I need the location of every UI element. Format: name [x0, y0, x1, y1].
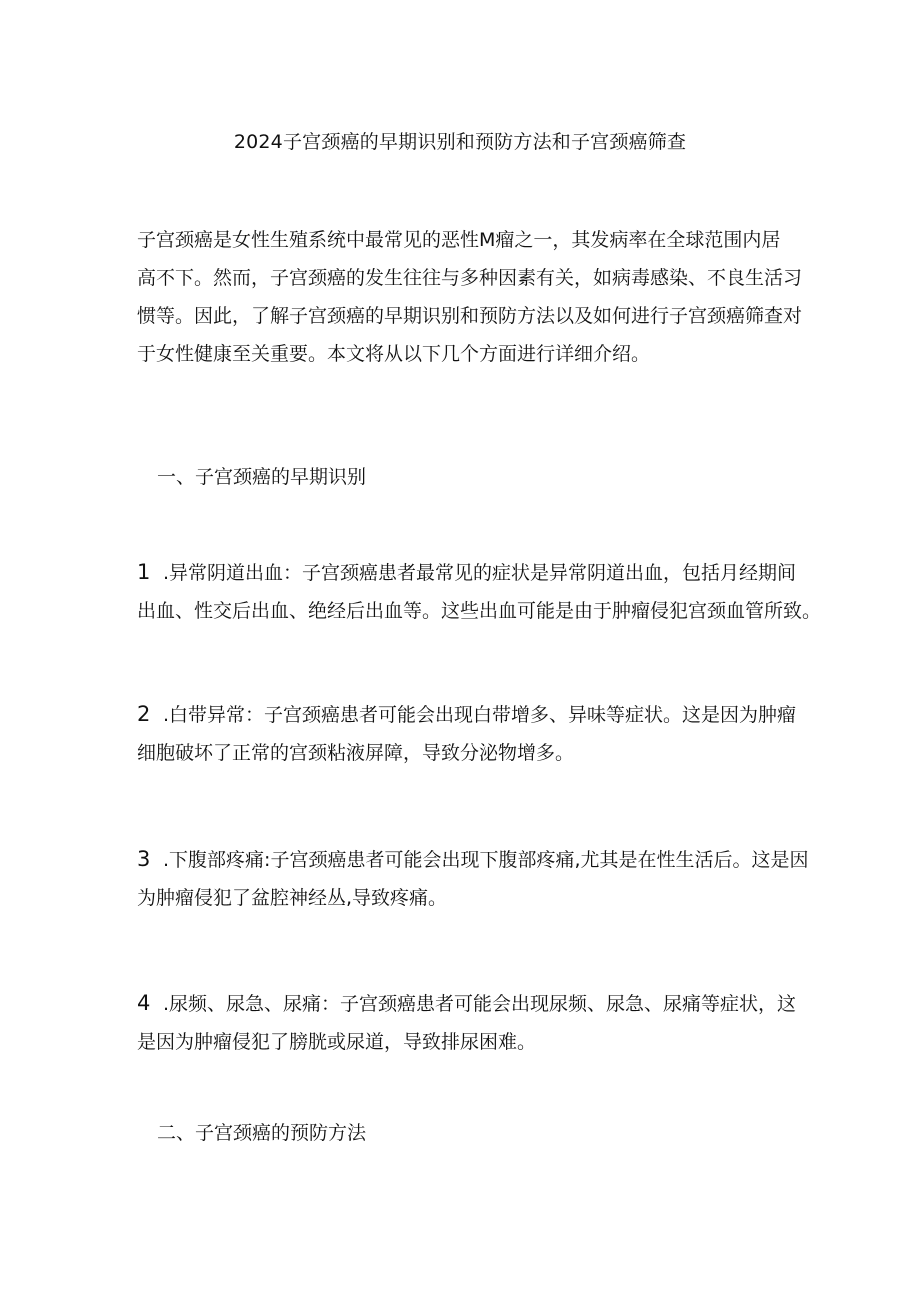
list-item-line	[137, 984, 797, 1023]
intro-line: 惯等。因此，了解子宫颈癌的早期识别和预防方法以及如何进行子宫颈癌筛查对	[137, 305, 803, 327]
list-item	[137, 695, 797, 772]
list-item-line: 为肿瘤侵犯了盆腔神经丛,导致疼痛。	[137, 887, 448, 909]
list-item-text: .白带异常：子宫颈癌患者可能会出现白带增多、异味等症状。这是因为肿瘤	[163, 704, 797, 726]
list-item-number: 3	[137, 847, 151, 871]
list-item-text: .异常阴道出血：子宫颈癌患者最常见的症状是异常阴道出血，包括月经期间	[163, 562, 797, 584]
list-item-text: .尿频、尿急、尿痛：子宫颈癌患者可能会出现尿频、尿急、尿痛等症状，这	[163, 993, 797, 1015]
list-item-line: 出血、性交后出血、绝经后出血等。这些出血可能是由于肿瘤侵犯宫颈血管所致。	[137, 600, 822, 622]
list-item-line: 细胞破坏了正常的宫颈粘液屏障，导致分泌物增多。	[137, 742, 575, 764]
list-item	[137, 984, 797, 1061]
section-heading-early-identification: 一、子宫颈癌的早期识别	[157, 466, 367, 488]
list-item-line	[137, 553, 797, 592]
list-item-line	[137, 840, 809, 879]
list-item-text: .下腹部疼痛:子宫颈癌患者可能会出现下腹部疼痛,尤其是在性生活后。这是因	[163, 849, 809, 871]
list-item-line	[137, 695, 797, 734]
intro-line: 于女性健康至关重要。本文将从以下几个方面进行详细介绍。	[137, 343, 651, 365]
list-item-number: 1	[137, 560, 151, 584]
list-item-number: 4	[137, 991, 151, 1015]
list-item	[137, 840, 809, 917]
list-item-line: 是因为肿瘤侵犯了膀胱或尿道，导致排尿困难。	[137, 1031, 537, 1053]
section-heading-prevention: 二、子宫颈癌的预防方法	[157, 1122, 367, 1144]
document-title: 2024子宫颈癌的早期识别和预防方法和子宫颈癌筛查	[233, 131, 687, 153]
intro-line: 高不下。然而，子宫颈癌的发生往往与多种因素有关，如病毒感染、不良生活习	[137, 267, 803, 289]
intro-paragraph	[137, 221, 803, 373]
intro-line: 子宫颈癌是女性生殖系统中最常见的恶性M瘤之一，其发病率在全球范围内居	[137, 229, 781, 251]
list-item	[137, 553, 822, 630]
list-item-number: 2	[137, 702, 151, 726]
